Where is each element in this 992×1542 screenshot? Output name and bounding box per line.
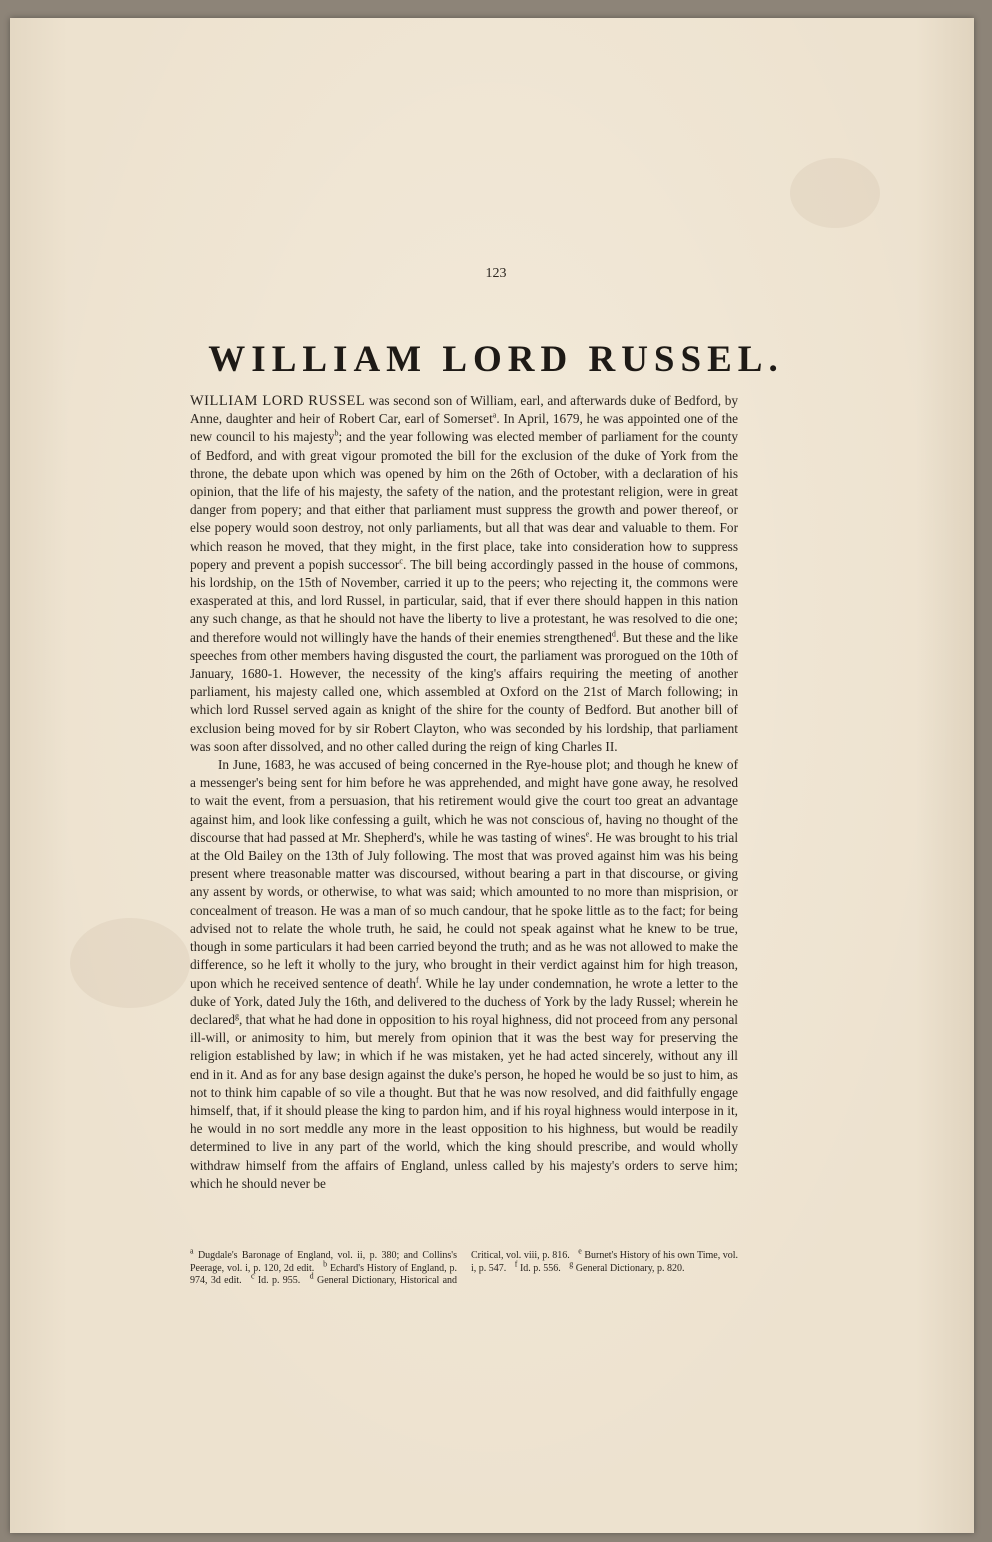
footnotes bbox=[190, 1246, 738, 1288]
footnote-mark: d bbox=[309, 1271, 314, 1281]
text-run: ; and the year following was elected member of parliament for the county of Bedford, and with great vigour promoted the bill for the exclusion of the duke of York from the throne, the debate upon which was opened by him on the 26th of October, with a declaration of his opinion, that the life of his majesty, the safety of the nation, and the protestant religion, were in great danger from popery; and that either that parliament must suppress the growth and power thereof, or else popery would soon destroy, not only parliaments, but all that was dear and valuable to them. For which reason he moved, that they might, in the first place, take into consideration how to suppress popery and prevent a popish successor bbox=[190, 429, 738, 572]
paragraph bbox=[190, 392, 738, 756]
footnote-text: Burnet's History of his own Time, vol. i, p. 547. bbox=[471, 1250, 738, 1274]
footnote-ref: a bbox=[492, 410, 497, 420]
text-run: In June, 1683, he was accused of being concerned in the Rye-house plot; and though he knew of a messenger's being sent for him before he was apprehended, and might have gone away, he resolved to wait the event, from a persuasion, that his retirement would give the court too great an advantage against him, and look like confessing a guilt, which he was not conscious of, having no thought of the discourse that had passed at Mr. Shepherd's, while he was tasting of wines bbox=[190, 757, 738, 845]
paragraph bbox=[190, 756, 738, 1193]
footnote-mark: c bbox=[250, 1271, 255, 1281]
footnote-mark: b bbox=[323, 1259, 328, 1269]
footnote-ref: e bbox=[585, 829, 590, 839]
text-run: , that what he had done in opposition to his royal highness, did not proceed from any personal ill-will, or animosity to him, but merely from opinion that it was the best way for preserving the religion established by law; in which if he was mistaken, yet he had acted sincerely, without any ill end in it. And as for any base design against the duke's person, he hoped he would be so just to him, as not to think him capable of so vile a thought. But that he was now resolved, and did faithfully engage himself, that, if it should please the king to pardon him, and if his royal highness would interpose in it, he would in no sort meddle any more in the least opposition to his highness, but would be readily determined to live in any part of the world, which the king should prescribe, and would wholly withdraw himself from the affairs of England, unless called by his majesty's orders to serve him; which he should never be bbox=[190, 1011, 738, 1191]
paper-stain bbox=[70, 918, 190, 1008]
body-text bbox=[190, 392, 738, 1193]
footnote-mark: f bbox=[514, 1259, 518, 1269]
footnote-ref: b bbox=[334, 428, 339, 438]
lead-name: WILLIAM LORD RUSSEL bbox=[190, 393, 366, 409]
text-run: . He was brought to his trial at the Old Bailey on the 13th of July following. The most that was proved against him was his being present where treasonable matter was discoursed, without bearing a part in that discourse, or giving any assent by words, or otherwise, to what was said; which amounted to no more than misprision, or concealment of treason. He was a man of so much candour, that he spoke little as to the fact; for being advised not to relate the whole truth, he said, he could not speak against what he knew to be true, though in some particulars it had been carried beyond the truth; and as he was not allowed to make the difference, so he left it wholly to the jury, who brought in their verdict against him for high treason, upon which he received sentence of death bbox=[190, 829, 739, 991]
footnote-text: Id. p. 955. bbox=[257, 1275, 301, 1286]
text-run: was second son of William, earl, and afterwards duke of Bedford, by Anne, daughter and heir of Robert Car, earl of Somerset bbox=[190, 393, 738, 427]
footnote-mark: a bbox=[190, 1246, 194, 1256]
footnote-mark: e bbox=[578, 1246, 582, 1256]
text-run: . But these and the like speeches from other members having disgusted the court, the parliament was prorogued on the 10th of January, 1680-1. However, the necessity of the king's affairs requiring the meeting of another parliament, his majesty called one, which assembled at Oxford on the 21st of March following; in which lord Russel served again as knight of the shire for the county of Bedford. But another bill of exclusion being moved for by sir Robert Clayton, who was seconded by his lordship, that parliament was soon after dissolved, and no other called during the reign of king Charles II. bbox=[190, 629, 738, 754]
page-title: WILLIAM LORD RUSSEL. bbox=[208, 339, 784, 380]
footnote-text: Id. p. 556. bbox=[519, 1262, 561, 1274]
page-number: 123 bbox=[485, 266, 507, 281]
text-run: . The bill being accordingly passed in the house of commons, his lordship, on the 15th of November, carried it up to the peers; who rejecting it, the commons were exasperated at this, and lord Russel, in particular, said, that if ever there should happen in this nation any such change, as that he should not have the liberty to live a protestant, he was resolved to die one; and therefore would not willingly have the hands of their enemies strengthened bbox=[190, 556, 739, 645]
text-run: . In April, 1679, he was appointed one of the new council to his majesty bbox=[190, 411, 739, 445]
footnote-ref: c bbox=[399, 556, 403, 566]
footnote-text: Dugdale's Baronage of England, vol. ii, p. 380; and Collins's Peerage, vol. i, p. 120, 2d edit. bbox=[190, 1250, 457, 1274]
footnote-text: Echard's History of England, p. 974, 3d edit. bbox=[190, 1262, 457, 1286]
footnote-ref: f bbox=[415, 975, 419, 985]
footnote bbox=[514, 1259, 561, 1274]
footnote bbox=[250, 1271, 301, 1286]
text-run: . While he lay under condemnation, he wrote a letter to the duke of York, dated July the 16th, and delivered to the duchess of York by the lady Russel; wherein he declared bbox=[190, 975, 738, 1027]
footnote bbox=[569, 1259, 685, 1274]
footnote-text: General Dictionary, p. 820. bbox=[575, 1262, 685, 1274]
footnote-ref: d bbox=[611, 629, 616, 639]
footnote-ref: g bbox=[235, 1011, 240, 1021]
paper-stain bbox=[790, 158, 880, 228]
footnote-mark: g bbox=[569, 1259, 574, 1269]
footnote-text: General Dictionary, Historical and Critical, vol. viii, p. 816. bbox=[316, 1250, 570, 1286]
